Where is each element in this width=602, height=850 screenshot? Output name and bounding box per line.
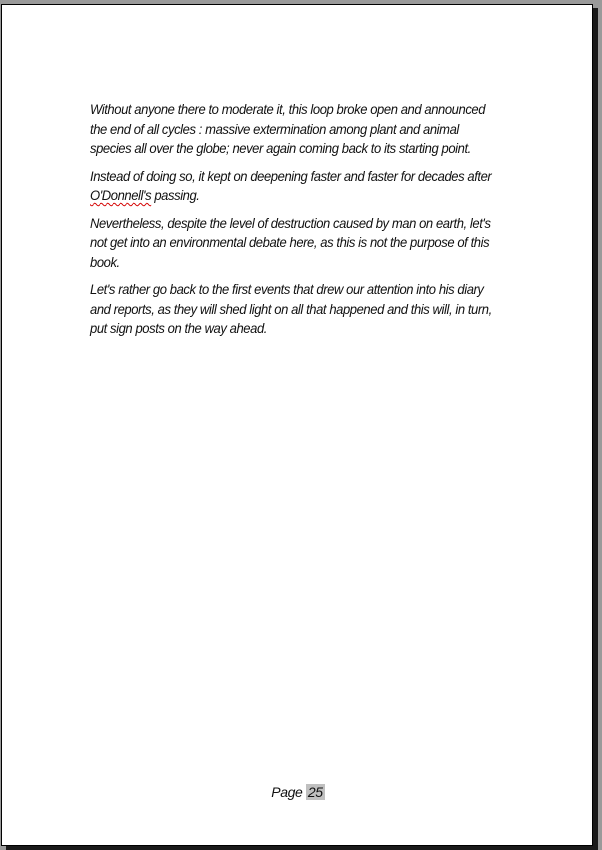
paragraph-1[interactable]: Without anyone there to moderate it, this loop broke open and announced the end of all cycles : massive extermination among plant and animal species all over the globe; never again coming back to its starting point. (90, 101, 486, 156)
body-text[interactable] (90, 100, 499, 347)
paragraph-2[interactable] (90, 167, 499, 206)
paragraph-2-text-after: passing. (151, 187, 200, 203)
paragraph-3[interactable]: Nevertheless, despite the level of destruction caused by man on earth, let's not get into an environmental debate here, as this is not the purpose of this book. (90, 214, 491, 270)
footer-page-label: Page (271, 784, 303, 800)
page-number-field[interactable]: 25 (307, 784, 323, 800)
spellcheck-flagged-word[interactable]: O'Donnell's (90, 187, 152, 203)
paragraph-2-text-before: Instead of doing so, it kept on deepening faster and faster for decades after (90, 167, 492, 184)
page-shadow-bottom (6, 846, 598, 850)
page-shadow-right (593, 8, 598, 850)
page-footer (2, 784, 594, 800)
paragraph-4[interactable]: Let's rather go back to the first events that drew our attention into his diary and reports, as they will shed light on all that happened and this will, in turn, put sign posts on the way ahead. (90, 281, 492, 336)
document-page[interactable] (1, 4, 593, 846)
